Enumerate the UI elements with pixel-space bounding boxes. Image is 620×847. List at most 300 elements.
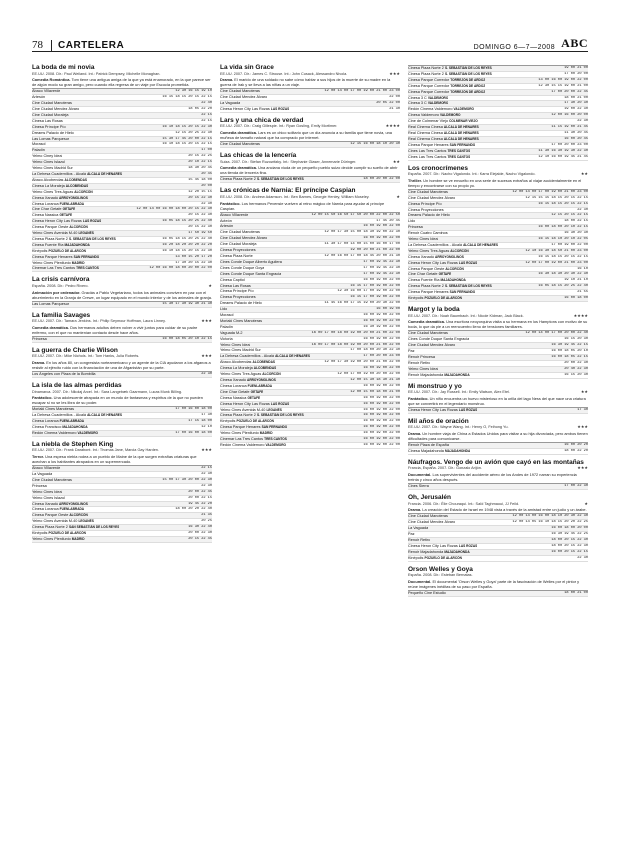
cinema-name	[408, 219, 415, 224]
town-tag: MAJADAHONDA	[444, 372, 470, 377]
cinema-name	[32, 207, 75, 212]
rating-stars: ★★★	[201, 318, 212, 324]
cinema-label: Cinesa Proyecciones	[220, 295, 256, 300]
showtimes: 16 00 18 05 20 10 22 15	[162, 336, 212, 341]
cinema-label: Cinesa Príncipe Pío	[32, 124, 66, 129]
cinema-label: Cinesa Xanadú	[32, 501, 58, 506]
showtimes: 22 15	[201, 466, 212, 471]
town-tag: VALDEMORO	[427, 95, 449, 100]
cinema-label: Cine Ciudad Mendez Álvaro	[32, 107, 80, 112]
cinema-label: Cinesa Plaza Norte 2	[220, 177, 256, 182]
showtimes: 17 00 19 45 22 30	[363, 265, 400, 270]
cinema-name	[408, 125, 479, 130]
showtimes: 12 00 16 00 20 00	[551, 113, 588, 118]
movie-listing	[220, 187, 400, 449]
synopsis-text: El documental 'Orson Welles y Goya' parte de la fascinación de Welles por el pintor y reúne imágenes inéditas de su paso por España.	[408, 578, 580, 589]
cinema-label: Cinesa Nassica	[32, 213, 59, 218]
cinema-label: Cine Ciudad Manoteras	[408, 331, 448, 336]
movie-listing	[32, 64, 212, 272]
movie-title: Mil años de oración	[408, 417, 469, 425]
showtimes: 16 15 20 30	[564, 372, 588, 377]
cinema-name	[408, 208, 444, 213]
movie-synopsis	[32, 290, 212, 300]
showtimes: 12 00 17 30 15 00 18 30 19 00 22 30	[324, 230, 400, 235]
showtimes: 17 00 20 00 23 00	[551, 142, 588, 147]
movie-credits	[408, 466, 588, 471]
town-tag: ALCALÁ DE HENARES	[443, 125, 479, 130]
town-tag: S. SEBASTIÁN DE LOS REYES	[444, 66, 492, 70]
schedule-table	[408, 65, 588, 161]
town-tag: ALCORCÓN	[69, 513, 88, 518]
showtimes: 16 15 18 15 20 15 22 15	[538, 201, 588, 206]
showtimes: 16 00 20 15 22 15	[551, 549, 588, 554]
showtimes: 18 00 22 15	[564, 219, 588, 224]
movie-credits	[32, 448, 212, 453]
cinema-name	[408, 72, 492, 77]
cinema-label: Yelmo Cines Tres Aguas	[220, 372, 262, 377]
schedule-row	[408, 373, 588, 379]
cinema-name	[32, 196, 88, 201]
cinema-label: Cine Ciudad Manoteras	[220, 230, 260, 235]
schedule-table	[408, 442, 588, 455]
showtimes: 11 30 20 45	[564, 130, 588, 135]
cinema-label: Yelmo Cines Ideal	[32, 489, 63, 494]
cinema-label: Yelmo Cines Ideal	[408, 366, 439, 371]
cinema-label: Cines Sierra	[408, 484, 429, 489]
cinema-name	[408, 149, 470, 154]
showtimes: 16 00 19 00	[376, 307, 400, 312]
town-tag: GETAFE	[247, 395, 261, 400]
cinema-name	[32, 190, 93, 195]
synopsis-text: Una adolescente atrapada en un mundo de fantasmas y espíritus de la que no pueden escapar si no se les libra de su poder.	[32, 395, 203, 406]
credits-text: EE.UU. 2008. Dir.: Andrew Adamson. Int.: Ben Barnes, Georgie Henley, William Moseley.	[220, 194, 370, 199]
cinema-label: Real Cinema Cinesa	[408, 130, 443, 135]
cinema-name	[32, 513, 88, 518]
rating-stars: ★	[584, 500, 588, 506]
showtimes: 17 00	[201, 148, 212, 153]
cinema-label: Cinesa Parque Corredor	[408, 89, 450, 94]
town-tag: TRES CANTOS	[76, 266, 99, 271]
cinema-name	[32, 101, 72, 106]
town-tag: LEGANÉS	[266, 407, 282, 412]
rating-stars: ★★★★	[385, 123, 400, 129]
cinema-name	[32, 496, 65, 501]
cinema-label: Kinépolis	[408, 555, 424, 560]
cinema-name	[220, 95, 267, 100]
schedule-row	[220, 107, 400, 113]
showtimes: 16 00 19 00 22 00	[363, 383, 400, 388]
movie-genre: Thriller.	[408, 177, 423, 183]
showtimes: 12 15 20 15 22 15	[551, 213, 588, 218]
movie-genre: Drama.	[32, 360, 46, 366]
showtimes: 19 10 21 10	[564, 278, 588, 283]
town-tag: POZUELO DE ALARCÓN	[424, 296, 462, 301]
rating-stars: ★	[396, 193, 400, 199]
cinema-name	[408, 225, 423, 230]
movie-listing	[408, 494, 588, 562]
showtimes: 12 00 16 00 18 00 20 00 22 00	[149, 266, 212, 271]
cinema-name	[408, 137, 479, 142]
showtimes: 16 00 19 00 22 00	[363, 419, 400, 424]
showtimes: 17 00 18 00 20 30 22 30	[350, 348, 400, 353]
cinema-name	[408, 237, 438, 242]
cinema-name	[220, 337, 233, 342]
cinema-name	[408, 96, 448, 101]
cinema-label: Yelmo Cines Avenida M-40	[32, 231, 78, 236]
listing-columns	[32, 64, 588, 844]
cinema-label: Victoria	[220, 336, 233, 341]
cinema-label: Paladín	[220, 324, 233, 329]
cinema-label: Dreams Palacio de Hielo	[408, 213, 450, 218]
cinema-name	[32, 519, 94, 524]
town-tag: FUENLABRADA	[59, 201, 85, 206]
credits-text: Dinamarca. 2007. Dir.: Nikolaj Arcel. Int.: Sara Langebæk Gaarmann, Lucas Munk Billing.	[32, 389, 183, 394]
showtimes: 12 10	[201, 425, 212, 430]
cinema-name	[32, 213, 72, 218]
cinema-name	[32, 148, 45, 153]
movie-title: Mi monstruo y yo	[408, 382, 462, 390]
showtimes: 20 15 22 30	[188, 213, 212, 218]
column-3	[408, 64, 588, 844]
movie-synopsis	[220, 130, 400, 140]
showtimes: 22 30	[201, 472, 212, 477]
cinema-name	[408, 113, 461, 118]
showtimes: 12 10 16 30 18 50 21 00 23 00	[525, 248, 588, 253]
showtimes: 16 00 19 00 22 00	[363, 224, 400, 229]
cinema-label: Morasol	[32, 142, 46, 147]
showtimes: 19 00 22 30	[564, 107, 588, 112]
town-tag: LAS ROZAS	[270, 107, 290, 112]
showtimes: 19 00 20 00 21 00 22 00	[350, 248, 400, 253]
cinema-label: Renoir Cuatro Caminos	[408, 231, 448, 236]
cinema-name	[32, 413, 122, 418]
town-tag: TORREJÓN DE ARDOZ	[450, 77, 486, 82]
showtimes: 12 00 15 00 18 00 21 00	[350, 389, 400, 394]
cinema-name	[220, 396, 260, 401]
rating-stars: ★★★	[389, 70, 400, 76]
cinema-label: Cinesa Plaza Norte 2	[32, 236, 68, 241]
cinema-label: Renoir Majadahonda	[408, 372, 444, 377]
showtimes: 22 30	[577, 119, 588, 124]
movie-genre: Comedia dramática.	[220, 165, 257, 171]
showtimes: 12 00 14 00 17 00 19 00 21 00 23 00	[324, 89, 400, 94]
credits-text: Francia. 2006. Dir.: Élie Chouraqui. Int.: Saïd Taghmaoui, JJ Feild.	[408, 501, 520, 506]
movie-synopsis	[408, 507, 588, 512]
cinema-name	[32, 219, 101, 224]
cinema-label: Cine Ciudad Manoteras	[408, 189, 448, 194]
movie-listing	[32, 441, 212, 543]
cinema-name	[408, 155, 470, 160]
schedule-table	[220, 212, 400, 449]
schedule-row	[220, 177, 400, 183]
schedule-row	[408, 449, 588, 455]
cinema-name	[408, 296, 462, 301]
cinema-label: Cinemar Las Tres Cantos	[220, 437, 264, 442]
cinema-label: Cinesa Nassica	[220, 395, 247, 400]
town-tag: VALDEMORO	[453, 107, 475, 112]
cinema-label: Cine Char Getafe	[32, 207, 62, 212]
showtimes: 16 00 18 05 20 10	[551, 349, 588, 354]
schedule-row	[32, 337, 212, 343]
cinema-label: Cinesa Plaza Norte 2	[408, 71, 444, 76]
cinema-label: Renoir Plaza de España	[408, 443, 449, 448]
credits-text: EE.UU. 2007. Dir.: Frank Darabont. Int.: Thomas Jane, Marcia Gay Harden.	[32, 448, 159, 453]
cinema-label: Cine Ciudad Mendez Álvaro	[408, 343, 456, 348]
showtimes: 17 00 16 00 18 00	[175, 407, 212, 412]
showtimes: 22 15	[201, 118, 212, 123]
cinema-name	[408, 231, 448, 236]
cinema-label: Cinesa La Moraleja	[32, 183, 65, 188]
showtimes: 12 00 14 00 16 00 18 00 20 15 22 30	[136, 207, 212, 212]
cinema-name	[32, 502, 88, 507]
cinema-name	[408, 290, 475, 295]
cinema-name	[32, 249, 86, 254]
movie-credits	[408, 390, 588, 395]
showtimes: 16 10 18 15 20 15 22 30	[162, 248, 212, 253]
showtimes: 20 05 22 00	[376, 101, 400, 106]
cinema-name	[408, 526, 428, 531]
showtimes: 16 00 19 00 22 00	[363, 313, 400, 318]
cinema-label: Cine Ciudad Mendez Álvaro	[408, 195, 456, 200]
cinema-label: Cinesa Majadahonda	[408, 448, 444, 453]
showtimes: 16 20 18 20 20 20 22 20	[162, 242, 212, 247]
town-tag: LAS ROZAS	[458, 407, 478, 412]
cinema-name	[32, 472, 52, 477]
showtimes: 16 15 18 15 20 15 22 15	[538, 254, 588, 259]
schedule-row	[220, 443, 400, 449]
cinema-name	[408, 90, 485, 95]
cinema-label: Cinesa Loranca	[32, 419, 59, 424]
showtimes: 22 30	[201, 201, 212, 206]
cinema-name	[408, 196, 455, 201]
town-tag: S. SEBASTIÁN DE LOS REYES	[444, 284, 492, 289]
cinema-name	[408, 520, 455, 525]
cinema-label: Cines Conde Duque Alberto Aguilera	[220, 259, 282, 264]
schedule-table	[408, 330, 588, 378]
cinema-label: Cine Ciudad Mendez Álvaro	[220, 95, 268, 100]
schedule-table	[408, 513, 588, 561]
showtimes: 12 00 15 50 16 50 17 50 20 00 22 00 22 50	[311, 212, 400, 217]
cinema-name	[408, 131, 479, 136]
showtimes: 17 00 19 45 22 30	[363, 259, 400, 264]
cinema-label: Yelmo Cines Ideal	[408, 237, 439, 242]
movie-credits	[32, 72, 212, 77]
cinema-label: Cinesa La Moraleja	[220, 366, 253, 371]
cinema-name	[408, 544, 477, 549]
town-tag: POZUELO DE ALARCÓN	[424, 555, 462, 560]
synopsis-text: Un niño encuentra un huevo misterioso en la orilla del lago Ness del que nace una criatura que se convertirá en el legendario monstruo.	[408, 395, 586, 406]
cinema-name	[408, 355, 435, 360]
showtimes: 17 00 20 00 23 00	[363, 354, 400, 359]
cinema-label: Lido	[220, 307, 228, 312]
movie-listing	[32, 347, 212, 378]
town-tag: LAS ROZAS	[82, 219, 102, 224]
showtimes: 17 45 20 45	[376, 218, 400, 223]
town-tag: MADRID	[259, 431, 273, 436]
showtimes: 12 00 14 00 17 00 19 00 21 00 23 00	[512, 189, 588, 194]
cinema-name	[32, 266, 99, 271]
showtimes: 17 00 16 00 18 00	[175, 430, 212, 435]
showtimes: 16 10 18 15 20 15 22 30	[162, 124, 212, 129]
cinema-label: Redón Cinema Valdemoro	[220, 442, 265, 447]
cinema-name	[220, 254, 253, 259]
schedule-table	[32, 371, 212, 378]
cinema-name	[32, 490, 62, 495]
cinema-label: Kinépolis	[408, 296, 424, 301]
showtimes: 16 00 18 00	[564, 296, 588, 301]
schedule-table	[32, 406, 212, 437]
showtimes: 12 15 16 00 18 10 20 30	[350, 142, 400, 147]
cinema-label: Pequeño Cine Estudio	[408, 590, 446, 595]
cinema-label: Cinesa Loranca	[32, 201, 59, 206]
showtimes: 17 30	[577, 407, 588, 412]
town-tag: VALDEMORO	[77, 430, 99, 435]
schedule-table	[408, 590, 588, 597]
cinema-label: Renoir Retiro	[408, 538, 431, 542]
showtimes: 16 05 18 15 20 25 22 40	[162, 236, 212, 241]
cinema-name	[32, 507, 84, 512]
cinema-label: Las Lomas Parquesur	[32, 301, 70, 306]
credits-text: EE.UU. 2007. Dir.: Wayne Wang. Int.: Henry O, Feihong Yu.	[408, 425, 509, 430]
showtimes: 16 00 18 00 20 00	[551, 526, 588, 531]
cinema-name	[408, 556, 462, 561]
schedule-table	[220, 176, 400, 183]
cinema-name	[408, 331, 448, 336]
showtimes: 12 15 15 15 18 15 20 15 22 15	[525, 195, 588, 200]
movie-credits	[220, 195, 400, 200]
movie-listing	[220, 117, 400, 148]
cinema-label: Cine Char Getafe	[408, 272, 438, 277]
cinema-name	[408, 119, 478, 124]
showtimes: 16 00 19 00 22 00	[363, 425, 400, 430]
town-tag: ALCALÁ DE HENARES	[275, 354, 310, 359]
cinema-label: Cines Conde Duque Santa Engracia	[220, 271, 282, 276]
town-tag: ARROYOMOLINOS	[59, 195, 88, 200]
cinema-label: Cinemar Las Tres Cantos	[32, 266, 76, 271]
cinema-label: Paz	[408, 349, 415, 354]
cinema-name	[220, 284, 251, 289]
cinema-label: Redón Cinema Valdemoro	[32, 430, 77, 435]
cinema-name	[220, 230, 260, 235]
cinema-name	[408, 278, 466, 283]
cinema-name	[32, 160, 65, 165]
cinema-name	[32, 125, 66, 130]
cinema-name	[220, 101, 240, 106]
cinema-name	[408, 343, 455, 348]
cinema-name	[220, 219, 232, 224]
town-tag: S. SEBASTIÁN DE LOS REYES	[256, 177, 304, 182]
movie-title: Oh, Jerusalén	[408, 494, 451, 502]
town-tag: ALCOBENDAS	[252, 360, 276, 365]
movie-credits	[408, 172, 588, 177]
town-tag: S. SEBASTIÁN DE LOS REYES	[68, 236, 116, 241]
town-tag: ALCORCÓN	[69, 225, 88, 230]
movie-synopsis	[408, 319, 588, 329]
showtimes: 17 00 20 00	[564, 71, 588, 76]
cinema-name	[32, 419, 84, 424]
movie-listing	[220, 64, 400, 113]
showtimes: 12 00 17 00 19 00 20 00 22 00	[337, 372, 400, 377]
credits-text: Suiza. 2007. Dir.: Stefan Ruzowitzky. Int.: Stephanie Glaser, Annemarie Düringer.	[220, 159, 357, 164]
cinema-name	[408, 443, 449, 448]
page-header	[32, 36, 588, 52]
header-right	[474, 36, 588, 51]
cinema-label: Paz	[408, 532, 415, 537]
cinema-name	[220, 89, 260, 94]
cinema-name	[32, 202, 84, 207]
cinema-label: Los Ángeles con Plaza de la Bombilla	[32, 372, 96, 377]
town-tag: ALCORCÓN	[450, 248, 469, 253]
showtimes: 16 30 20 30	[564, 231, 588, 236]
cinema-label: Cinesa Plaza Norte 2	[220, 413, 256, 418]
cinema-name	[220, 260, 282, 265]
rating-stars: ★★★★	[573, 312, 588, 318]
cinema-label: Cinesa Xanadú	[408, 254, 434, 259]
credits-text: EE.UU. 2008. Dir.: Paul Weiland. Int.: Patrick Dempsey, Michelle Monaghan.	[32, 71, 161, 76]
schedule-row	[220, 142, 400, 148]
cinema-label: Cine Ciudad Moraleja	[220, 242, 257, 247]
schedule-row	[408, 296, 588, 302]
showtimes: 12 10 16 00 19 45 21 45	[538, 154, 588, 159]
showtimes: 11 30 16 30 19 30 22 30	[538, 148, 588, 153]
showtimes: 16 00 19 00 22 00	[363, 407, 400, 412]
cinema-label: Cinesa Parque Henares	[32, 254, 73, 259]
town-tag: ARROYOMOLINOS	[435, 254, 464, 259]
town-tag: FUENLABRADA	[59, 419, 85, 424]
cinema-name	[408, 267, 464, 272]
cinema-label: Lido	[408, 219, 416, 224]
movie-listing	[408, 165, 588, 303]
showtimes: 19 45 22 20	[188, 501, 212, 506]
movie-genre: Comedia dramática.	[220, 130, 257, 136]
movie-credits	[408, 425, 588, 430]
cinema-name	[220, 360, 275, 365]
town-tag: TRES CANTOS	[447, 148, 471, 153]
town-tag: SAN SEBASTIÁN DE LOS REYES	[68, 525, 120, 530]
page-number: 78	[32, 39, 43, 51]
showtimes: 16 00 17 00 18 00 19 00 20 00 21 00 22 00	[311, 342, 400, 347]
showtimes: 19 00 21 00	[564, 66, 588, 70]
showtimes: 20 00 22 30	[564, 360, 588, 365]
cinema-name	[220, 242, 257, 247]
movie-genre: Fantástico.	[32, 395, 53, 401]
cinema-label: Yelmo Cines Islazul	[32, 160, 65, 165]
cinema-label: Yelmo Cines Islazul	[32, 495, 65, 500]
town-tag: POZUELO DE ALARCÓN	[48, 248, 86, 253]
movie-listing	[32, 382, 212, 437]
cinema-name	[220, 272, 281, 277]
town-tag: ALCOBENDAS	[65, 183, 89, 188]
cinema-name	[220, 142, 260, 147]
cinema-name	[220, 343, 250, 348]
showtimes: 20 15 22 45	[188, 537, 212, 541]
movie-genre: Documental.	[408, 578, 432, 584]
cinema-label: Cinesa Heron City Las Rozas	[32, 219, 82, 224]
cinema-name	[408, 272, 451, 277]
movie-credits	[32, 284, 212, 289]
credits-text: EE.UU. 2007. Dir.: James C. Strouse. Int.: John Cusack, Alessandro Nivola.	[220, 71, 348, 76]
cinema-name	[220, 224, 233, 229]
cinema-name	[408, 550, 470, 555]
cinema-label: La Dehesa Cuadernillos - Alcalá	[408, 242, 463, 247]
showtimes: 16 00 20 45	[564, 136, 588, 141]
movie-listing	[32, 276, 212, 307]
cinema-label: Dreams Palacio de Hielo	[220, 301, 262, 306]
movie-title: Los cronocrímenes	[408, 164, 468, 172]
cinema-label: Moriaki Cines Manoteras	[32, 407, 74, 412]
movie-listing	[408, 65, 588, 161]
movie-title: Las chicas de la lencería	[220, 152, 297, 160]
